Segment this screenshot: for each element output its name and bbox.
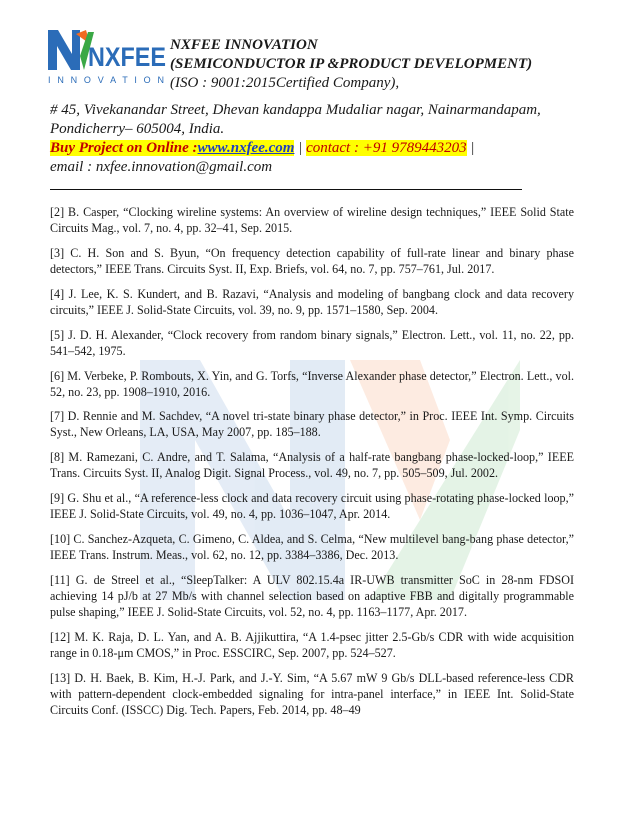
address-block xyxy=(50,101,610,177)
address-line-2: Pondicherry– 605004, India. xyxy=(50,121,225,137)
reference-item: [10] C. Sanchez-Azqueta, C. Gimeno, C. Aldea, and S. Celma, “New multilevel bang-bang phase detector,” IEEE Trans. Instrum. Meas., vol. 62, no. 12, pp. 3384–3386, Dec. 2013. xyxy=(50,532,574,563)
certification-text: (ISO : 9001:2015Certified Company), xyxy=(170,75,400,91)
company-name: NXFEE INNOVATION xyxy=(170,37,318,53)
separator: | xyxy=(294,140,307,156)
website-link[interactable]: www.nxfee.com xyxy=(197,140,295,156)
logo-mark-icon xyxy=(46,26,168,86)
reference-item: [12] M. K. Raja, D. L. Yan, and A. B. Ajjikuttira, “A 1.4-psec jitter 2.5-Gb/s CDR with wide acquisition range in 0.18-μm CMOS,” in Proc. ESSCIRC, Sep. 2007, pp. 524–527. xyxy=(50,629,574,660)
logo-wordmark: NXFEE xyxy=(88,42,166,72)
reference-item: [7] D. Rennie and M. Sachdev, “A novel tri-state binary phase detector,” in Proc. IEEE Int. Symp. Circuits Syst., New Orleans, LA, USA, May 2007, pp. 185–188. xyxy=(50,409,574,440)
reference-item: [8] M. Ramezani, C. Andre, and T. Salama, “Analysis of a half-rate bangbang phase-locked-loop,” IEEE Trans. Circuits Syst. II, Analog Digit. Signal Process., vol. 49, no. 7, pp. 505–509, Jul. 2002. xyxy=(50,450,574,481)
buy-online-line xyxy=(50,139,610,158)
company-heading xyxy=(170,36,532,93)
reference-item: [6] M. Verbeke, P. Rombouts, X. Yin, and G. Torfs, “Inverse Alexander phase detector,” Electron. Lett., vol. 52, no. 23, pp. 1908–1910, 2016. xyxy=(50,368,574,399)
buy-online-label: Buy Project on Online :www.nxfee.com xyxy=(50,140,295,156)
company-tagline: (SEMICONDUCTOR IP &PRODUCT DEVELOPMENT) xyxy=(170,56,533,72)
contact-number: contact : +91 9789443203 xyxy=(306,140,467,156)
reference-item: [2] B. Casper, “Clocking wireline systems: An overview of wireline design techniques,” IEEE Solid State Circuits Mag., vol. 7, no. 4, pp. 32–41, Sep. 2015. xyxy=(50,205,574,235)
reference-list xyxy=(50,204,574,727)
reference-item: [5] J. D. H. Alexander, “Clock recovery from random binary signals,” Electron. Lett., vol. 11, no. 22, pp. 541–542, 1975. xyxy=(50,327,574,358)
company-logo xyxy=(46,26,168,86)
reference-item: [9] G. Shu et al., “A reference-less clock and data recovery circuit using phase-rotating phase-locked loop,” IEEE J. Solid-State Circuits, vol. 49, no. 4, pp. 1036–1047, Apr. 2014. xyxy=(50,491,574,522)
email-line: email : nxfee.innovation@gmail.com xyxy=(50,159,273,175)
reference-item: [13] D. H. Baek, B. Kim, H.-J. Park, and J.-Y. Sim, “A 5.67 mW 9 Gb/s DLL-based reference-less CDR with pattern-dependent clock-embedded signaling for intra-panel interface,” in IEEE Int. Solid-State Circuits Conf. (ISSCC) Dig. Tech. Papers, Feb. 2014, pp. 48–49 xyxy=(50,670,574,717)
reference-item: [4] J. Lee, K. S. Kundert, and B. Razavi, “Analysis and modeling of bangbang clock and data recovery circuits,” IEEE J. Solid-State Circuits, vol. 39, no. 9, pp. 1571–1580, Sep. 2004. xyxy=(50,286,574,317)
header-divider xyxy=(50,189,522,190)
reference-item: [3] C. H. Son and S. Byun, “On frequency detection capability of full-rate linear and binary phase detectors,” IEEE Trans. Circuits Syst. II, Exp. Briefs, vol. 64, no. 7, pp. 757–761, Jul. 2017. xyxy=(50,245,574,276)
reference-item: [11] G. de Streel et al., “SleepTalker: A ULV 802.15.4a IR-UWB transmitter SoC in 28-nm FDSOI achieving 14 pJ/b at 27 Mb/s with channel selection based on adaptive FBB and digitally programmable pulse shaping,” IEEE J. Solid-State Circuits, vol. 52, no. 4, pp. 1163–1177, Apr. 2017. xyxy=(50,573,574,620)
address-line-1: # 45, Vivekanandar Street, Dhevan kandappa Mudaliar nagar, Nainarmandapam, xyxy=(50,102,541,118)
logo-subtitle: I N N O V A T I O N xyxy=(48,75,164,85)
trailing-separator: | xyxy=(466,140,475,156)
